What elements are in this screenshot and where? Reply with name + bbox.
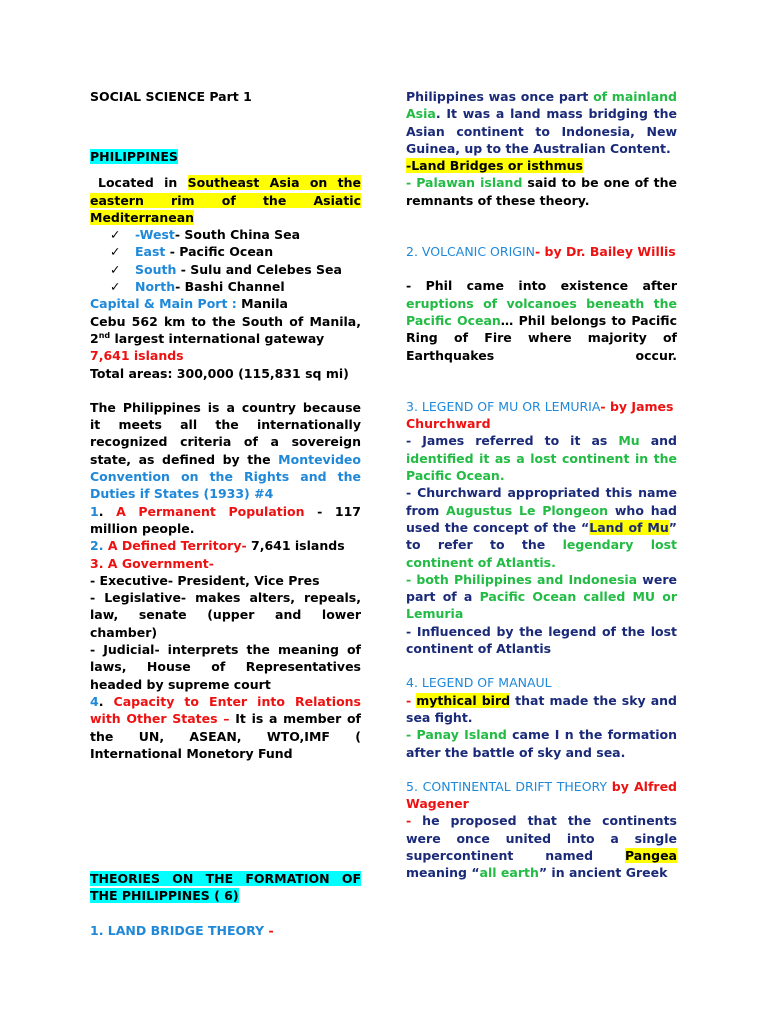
mu-l2-c: ” to refer to the [406,519,677,553]
mu-l1-and: and [639,433,677,449]
border-value: Pacific Ocean [179,244,274,260]
theory-author: by James Churchward [406,398,674,432]
border-item-north [90,278,361,295]
located-highlight: Southeast Asia on the [187,175,362,191]
mythical-bird: mythical bird [416,692,511,708]
cebu-line: Cebu 562 km to the South of Manila, [90,313,361,329]
palawan-line [406,174,677,209]
drift-a: he proposed that the continents were once united into a single supercontinent named [406,813,677,863]
gateway-sup: nd [98,330,111,340]
theory-label: 5. CONTINENTAL DRIFT THEORY [406,778,612,794]
all-earth: all earth [479,865,539,881]
checkmark-icon: ✓ [110,279,121,295]
criterion-label: A Permanent Population [116,503,305,519]
border-item-east [90,243,361,260]
drift-dash: - [406,813,412,829]
mu-line-3 [406,571,677,623]
palawan-rest: said to be one of the remnants of these theory. [406,175,677,208]
border-value: Sulu and Celebes Sea [190,261,342,277]
theory-4-heading [406,674,677,691]
gov-executive: - Executive- President, Vice Pres [90,572,320,588]
drift-c: ” in ancient Greek [538,865,668,881]
location-line-3 [90,209,361,226]
criterion-label: Capacity to Enter into Relations with Other States – [90,693,361,727]
criterion-dot: . [98,503,117,519]
theories-heading [90,870,361,905]
theory-label: 4. LEGEND OF MANAUL [406,675,552,691]
criterion-dot: . [98,693,114,709]
capital-value: Manila [241,296,288,312]
gateway-rest: largest international gateway [110,330,325,346]
criterion-rest: 7,641 islands [246,538,345,554]
theory-author: by Dr. Bailey Willis [540,244,676,260]
capital-block [90,295,361,381]
pacific-mu: Pacific Ocean called MU or Lemuria [406,589,677,622]
borders-list [90,226,361,295]
criterion-num: 4 [90,693,99,709]
criterion-1 [90,503,361,538]
left-column [90,88,361,939]
border-direction: North [135,279,176,295]
theory-label: 1. LAND BRIDGE THEORY [90,922,269,938]
located-highlight-3: Mediterranean [90,209,195,225]
criterion-num: 2. [90,538,108,554]
philippines-heading [90,148,361,165]
checkmark-icon: ✓ [110,244,121,260]
mu-l2-a: - Churchward appropriated this name from [406,485,677,518]
pangea: Pangea [624,847,677,863]
volcanic-paragraph [406,277,677,363]
montevideo-convention: Montevideo Convention on the Rights and the Duties if States (1933) [90,451,361,502]
border-item-south [90,261,361,278]
mu-line-4: - Influenced by the legend of the lost continent of Atlantis [406,623,677,657]
theory-label: 3. LEGEND OF MU OR LEMURIA [406,398,601,414]
document-title: SOCIAL SCIENCE Part 1 [90,89,252,104]
land-bridges-line [406,157,677,174]
border-value: South China Sea [184,227,301,243]
manaul-l2-b: came I n the formation after the battle of sky and sea. [406,727,677,760]
criterion-num: 1 [90,503,99,519]
volcanic-a: - Phil came into existence after [406,278,677,294]
sovereign-state-paragraph [90,399,361,503]
phil-indonesia: Philippines and Indonesia [453,571,638,587]
border-direction: South [135,261,177,277]
manaul-line-1 [406,692,677,727]
theory-dash: - [535,244,541,260]
theory-2-heading [406,243,677,260]
criterion-3: 3. A Government- [90,555,214,571]
theory-dash: - [600,398,606,414]
criterion-4 [90,693,361,762]
mu-line-2 [406,484,677,570]
manaul-dash: - [406,692,417,708]
p1-c: . It was a land mass bridging the Asian continent to Indonesia, New Guinea, up to the Australian Content. [406,106,677,156]
theory-5-heading [406,778,677,813]
philippines-heading-text: PHILIPPINES [90,149,178,164]
criteria-count: #4 [249,486,274,502]
theory-dash: - [268,922,274,938]
volcanic-eruptions: eruptions of volcanoes beneath the Pacific Ocean [406,295,677,328]
theory-1-heading [90,922,361,939]
mu-lost-continent: identified it as a lost continent in the Pacific Ocean. [406,450,677,484]
volcanic-c: … Phil belongs to Pacific Ring of Fire where majority of Earthquakes occur. [406,312,677,363]
checkmark-icon: ✓ [110,227,121,243]
mu-l2-b: who had used the concept of the “ [406,502,677,535]
criterion-rest: - 117 million people. [90,503,361,536]
located-prefix: Located in [98,175,188,191]
theory-3-heading [406,398,677,433]
border-value: Bashi Channel [184,279,285,295]
capital-line [90,295,361,312]
located-highlight-2: eastern rim of the Asiatic [90,192,361,208]
checkmark-icon: ✓ [110,261,121,277]
criterion-rest: It is a member of the UN, ASEAN, WTO,IMF ( International Monetory Fund [90,711,361,761]
manaul-line-2 [406,726,677,761]
drift-b: meaning “ [406,865,480,881]
total-areas: Total areas: 300,000 (115,831 sq mi) [90,365,349,381]
criterion-2 [90,537,361,554]
border-sep: - [175,279,185,295]
theory-label: 2. VOLCANIC ORIGIN [406,244,535,260]
theory-author: by Alfred Wagener [406,778,677,812]
manaul-dash-2: - [406,727,417,743]
gateway-line [90,330,361,347]
right-column [406,88,677,882]
gateway-num: 2 [90,330,99,346]
atlantis-text: legendary lost continent of Atlantis. [406,537,677,570]
land-bridges-highlight: -Land Bridges or isthmus [406,158,583,174]
mu-l1-a: - James referred to it as [406,433,619,449]
theories-heading-text: THEORIES ON THE FORMATION OF THE PHILIPPINES ( 6) [90,871,361,904]
criterion-label: A Defined Territory- [107,538,247,554]
drift-paragraph [406,812,677,881]
mu-l3-dash: - both [406,571,454,587]
mainland-asia: of mainland Asia [406,89,678,122]
p1-a: Philippines was once part [406,89,594,104]
border-sep: - [174,227,185,243]
border-direction: -West [135,227,175,243]
palawan-island: - Palawan island [406,175,523,191]
capital-label: Capital & Main Port : [90,296,242,312]
border-sep: - [176,261,191,277]
manaul-l1-b: that made the sky and sea fight. [406,692,677,725]
mu-name: Mu [618,433,640,449]
location-line-2 [90,192,361,209]
panay-island: Panay Island [416,727,507,743]
islands-count: 7,641 islands [90,348,184,364]
location-line-1 [90,174,361,191]
border-sep: - [165,244,180,260]
land-bridge-paragraph [406,88,677,157]
border-direction: East [135,244,166,260]
land-of-mu: Land of Mu [589,519,669,535]
gov-legislative: - Legislative- makes alters, repeals, law, senate (upper and lower chamber) [90,590,361,640]
location-paragraph [90,174,361,226]
mu-l3-were: were part of a [406,571,677,605]
gov-judicial: - Judicial- interprets the meaning of laws, House of Representatives headed by supreme court [90,642,361,692]
augustus-name: Augustus Le Plongeon [446,502,609,518]
border-item-west [90,226,361,243]
country-text: The Philippines is a country because it meets all the internationally recognized criteria of a sovereign state, as defined by the [90,399,361,467]
mu-line-1 [406,432,677,484]
